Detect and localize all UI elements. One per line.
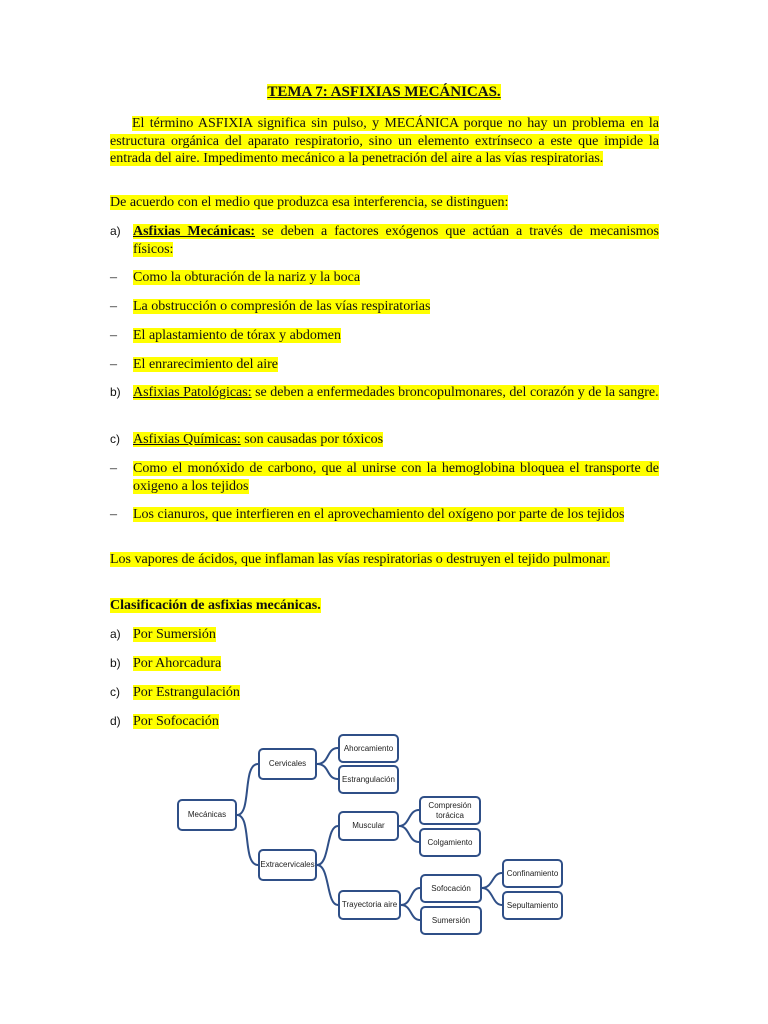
distinguish-paragraph: De acuerdo con el medio que produzca esa interferencia, se distinguen: <box>110 195 509 210</box>
connector-mecanicas-cervicales <box>237 764 258 815</box>
node-confinamiento: Confinamiento <box>502 859 563 888</box>
node-sumersion: Sumersión <box>420 906 482 935</box>
node-cervicales: Cervicales <box>258 748 317 780</box>
connector-muscular-compresion <box>399 810 419 826</box>
connector-extracervicales-trayectoria <box>317 865 338 905</box>
page-title: TEMA 7: ASFIXIAS MECÁNICAS. <box>267 84 501 100</box>
term-asfixias-quimicas: Asfixias Químicas: <box>133 432 241 447</box>
classification-item: d) Por Sofocación <box>110 714 219 729</box>
type-c-item: c) Asfixias Químicas: son causadas por tóxicos <box>110 432 384 447</box>
node-trayectoria-aire: Trayectoria aire <box>338 890 401 920</box>
connector-extracervicales-muscular <box>317 826 338 865</box>
dash-marker: – <box>110 461 117 476</box>
node-sofocacion: Sofocación <box>420 874 482 903</box>
node-ahorcamiento: Ahorcamiento <box>338 734 399 763</box>
classification-item: a) Por Sumersión <box>110 627 216 642</box>
dash-marker: – <box>110 507 117 522</box>
classification-item: b) Por Ahorcadura <box>110 656 222 671</box>
list-marker: b) <box>110 385 121 399</box>
list-marker: a) <box>110 224 121 238</box>
node-sepultamiento: Sepultamiento <box>502 891 563 920</box>
list-item: – Como la obturación de la nariz y la boca <box>110 270 361 285</box>
list-marker: b) <box>110 656 121 670</box>
dash-marker: – <box>110 299 117 314</box>
node-estrangulacion: Estrangulación <box>338 765 399 794</box>
list-marker: a) <box>110 627 121 641</box>
node-compresion-toracica: Compresión torácica <box>419 796 481 825</box>
connector-muscular-colgamiento <box>399 826 419 842</box>
node-extracervicales: Extracervicales <box>258 849 317 881</box>
connector-cervicales-estrangulacion <box>317 764 338 779</box>
list-marker: d) <box>110 714 121 728</box>
connector-cervicales-ahorcamiento <box>317 748 338 764</box>
connector-trayectoria-sofocacion <box>401 888 420 905</box>
list-item: – Los cianuros, que interfieren en el aprovechamiento del oxígeno por parte de los tejidos <box>110 507 625 522</box>
dash-marker: – <box>110 328 117 343</box>
list-marker: c) <box>110 685 120 699</box>
node-muscular: Muscular <box>338 811 399 841</box>
list-item: – La obstrucción o compresión de las vías respiratorias <box>110 299 431 314</box>
type-b-item: b) Asfixias Patológicas: se deben a enfermedades broncopulmonares, del corazón y de la sangre. <box>110 385 659 400</box>
list-marker: c) <box>110 432 120 446</box>
connector-mecanicas-extracervicales <box>237 815 258 865</box>
dash-marker: – <box>110 270 117 285</box>
classification-item: c) Por Estrangulación <box>110 685 240 700</box>
intro-paragraph: El término ASFIXIA significa sin pulso, y MECÁNICA porque no hay un problema en la estructura orgánica del aparato respiratorio, sino un elemento extrínseco a este que impide la entrada del aire. Impedimento mecánico a la penetración del aire a las vías respiratorias. <box>110 116 659 166</box>
term-asfixias-patologicas: Asfixias Patológicas: <box>133 385 252 400</box>
list-item: – Como el monóxido de carbono, que al unirse con la hemoglobina bloquea el transporte de oxigeno a los tejidos <box>110 461 659 494</box>
list-item: – El aplastamiento de tórax y abdomen <box>110 328 341 343</box>
node-mecanicas: Mecánicas <box>177 799 237 831</box>
node-colgamiento: Colgamiento <box>419 828 481 857</box>
connector-sofocacion-confinamiento <box>482 873 502 888</box>
list-item: – El enrarecimiento del aire <box>110 357 278 372</box>
type-a-item: a) Asfixias Mecánicas: se deben a factores exógenos que actúan a través de mecanismos físicos: <box>110 224 659 257</box>
dash-marker: – <box>110 357 117 372</box>
term-asfixias-mecanicas: Asfixias Mecánicas: <box>133 224 256 239</box>
classification-heading: Clasificación de asfixias mecánicas. <box>110 598 321 613</box>
connector-trayectoria-sumersion <box>401 905 420 920</box>
connector-sofocacion-sepultamiento <box>482 888 502 905</box>
vapores-paragraph: Los vapores de ácidos, que inflaman las vías respiratorias o destruyen el tejido pulmonar. <box>110 552 610 567</box>
